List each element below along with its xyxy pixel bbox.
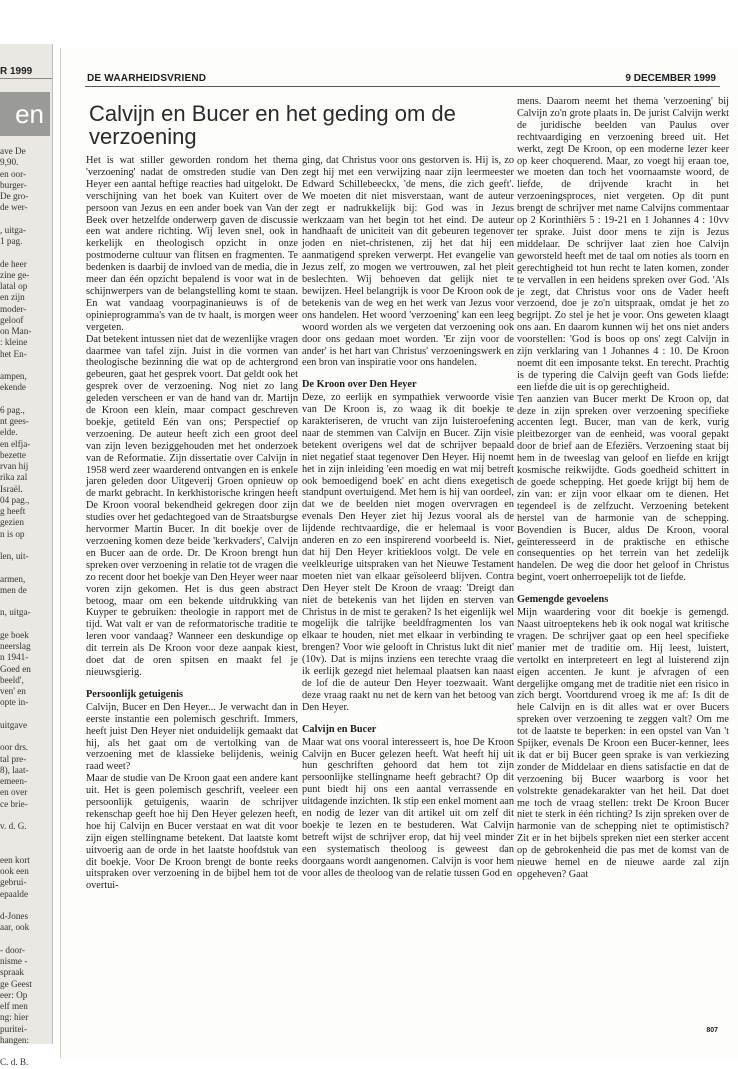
article-column-1 bbox=[86, 155, 298, 892]
paragraph: ging, dat Christus voor ons gestorven is. Hij is, zo zegt hij met een verwijzing naar zijn leermeester Edward Schillebeeckx, 'de mens, die zich geeft'. We moeten dit niet misverstaan, want de auteur zegt er nadrukkelijk bij: God was in Jezus werkzaam van het begin tot het eind. De auteur handhaaft de uniciteit van dit gebeuren tegenover joden en niet-christenen, zij het dat hij een aanmatigend spreken verwerpt. Het evangelie van Jezus zelf, zo mogen we vertrouwen, zal het pleit beslechten. Wij behoeven dat gelijk niet te bewijzen. Heel belangrijk is voor De Kroon ook de betekenis van de weg en het werk van Jezus voor ons handelen. Het woord 'verzoening' kan een leeg woord worden als we vergeten dat verzoening ook door ons gedaan moet worden. 'Er zijn voor de ander' is het hart van Christus' verzoeningswerk en een bron van inspiratie voor ons handelen. bbox=[302, 155, 514, 369]
paragraph: Ten aanzien van Bucer merkt De Kroon op, dat deze in zijn spreken over verzoening specifieke accenten legt. Bucer, man van de kerk, vurig pleitbezorger van de eenheid, was vooral gepakt door de brief aan de Efeziërs. Verzoening staat bij hem in de tweeslag van geloof en liefde en krijgt kosmische reikwijdte. Gods goedheid schittert in de goede schepping. Het goede krijgt bij hem de zin van: er zijn voor elkaar om te dienen. Het tegendeel is de zelfzucht. Verzoening betekent herstel van de harmonie van de schepping. Bovendien is Bucer, aldus De Kroon, vooral geïnteresseerd in de praktische en ethische consequenties op het terrein van het zedelijk handelen. De weg die door het geloof in Christus begint, voert onherroepelijk tot de liefde. bbox=[517, 393, 729, 584]
paragraph: mens. Daarom neemt het thema 'verzoening' bij Calvijn zo'n grote plaats in. De jurist Calvijn werkt de juridische beelden van Paulus over rechtvaardiging en verzoening breed uit. Het werkt, zegt De Kroon, op een moderne lezer keer op keer choquerend. Maar, zo voegt hij eraan toe, we moeten dan toch het voornaamste woord, de liefde, de drijvende kracht in het verzoeningsproces, niet vergeten. Op dit punt brengt de schrijver met name Calvijns commentaar op 2 Korinthiërs 5 : 19-21 en 1 Johannes 4 : 10vv ter sprake. Juist door mens te zijn is Jezus middelaar. De schrijver laat zien hoe Calvijn geworsteld heeft met de taal om noties als toorn en gerechtigheid tot hun recht te laten komen, zonder te vervallen in een heidens spreken over God. 'Als je zegt, dat Christus voor ons de Vader heeft verzoend, doe je zo'n uitspraak, omdat je het zo begrijpt. Zo stel je het je voor. Ons geweten klaagt ons aan. En daarom kunnen wij het ons niet anders voorstellen: 'God is boos op ons' zegt Calvijn in zijn verklaring van 1 Johannes 4 : 10. De Kroon noemt dit een imposante tekst. En terecht. Prachtig is de typering die Calvijn geeft van Gods liefde: een liefde die uit is op gerechtigheid. bbox=[517, 96, 729, 393]
subheading-gemengde-gevoelens: Gemengde gevoelens bbox=[517, 594, 609, 606]
issue-date: 9 DECEMBER 1999 bbox=[625, 73, 716, 84]
paragraph: Deze, zo eerlijk en sympathiek verwoorde visie van De Kroon is, zo waag ik dit boekje te karakteriseren, de vrucht van zijn luisteroefening naar de stemmen van Calvijn en Bucer. Zijn visie betekent overigens wel dat de schrijver bepaald niet negatief staat tegenover Den Heyer. Hij noemt het in zijn inleiding 'een moedig en wat mij betreft ook bemoedigend boek' en acht diens exegetisch standpunt overtuigend. Met hem is hij van oordeel, dat we de beelden niet mogen overvragen en evenals Den Heyer ziet hij Jezus vooral als de lijdende rechtvaardige, die er helemaal is voor anderen en zo een inspirerend voorbeeld is. Niet, dat hij Den Heyer kritiekloos volgt. De vele en veelkleurige uitspraken van het Nieuwe Testament moeten niet van elkaar geïsoleerd blijven. Contra Den Heyer stelt De Kroon de vraag: 'Dreigt dan niet de betekenis van het lijden en sterven van Christus in de mist te geraken? Is het eigenlijk wel mogelijk die talrijke beeldfragmenten los van elkaar te houden, niet met elkaar in verbinding te brengen? Voor wie gelooft in Christus lukt dit niet' (10v). Dat is mijns inziens een terechte vraag die ik eerlijk gezegd niet helemaal plaatsen kan naast de lof die de auteur Den Heyer toezwaait. Want deze vraag raakt nu net de kern van het betoog van Den Heyer. bbox=[302, 392, 514, 713]
paragraph: Het is wat stiller geworden rondom het thema 'verzoening' nadat de omstreden studie van Den Heyer een aantal heftige reacties had uitgelokt. De verschijning van het boek van Kuitert over de persoon van Jezus en een ander boek van Van der Beek over hetzelfde onderwerp gaven de discussie een wat andere richting. Wij leven snel, ook in kerkelijk en theologisch opzicht in onze postmoderne cultuur van flitsen en fragmenten. Te bedenken is daarbij de invloed van de media, die in meer dan één opzicht bepalend is voor wat in de schijnwerpers van de belangstelling komt te staan. En wat vandaag voorpaginanieuws is of de opinieprogramma's van de tv haalt, is morgen weer vergeten. bbox=[86, 155, 298, 333]
paragraph: Maar de studie van De Kroon gaat een andere kant uit. Het is geen polemisch geschrift, veeleer een persoonlijk getuigenis, waarin de schrijver rekenschap geeft hoe hij Den Heyer gelezen heeft, hoe hij Calvijn en Bucer verstaat en wat dit voor zijn eigen stellingname betekent. Dat laatste komt uitvoerig aan de orde in het laatste hoofdstuk van dit boekje. Voor De Kroon brengt de bonte reeks uitspraken over verzoening in de bijbel hem tot de overtui- bbox=[86, 773, 298, 892]
article-title: Calvijn en Bucer en het geding om de verzoening bbox=[89, 101, 456, 149]
previous-page-title-box: en bbox=[0, 92, 50, 136]
previous-page-strip bbox=[0, 44, 53, 1068]
subheading-de-kroon-over-den-heyer: De Kroon over Den Heyer bbox=[302, 379, 417, 391]
paragraph: Maar wat ons vooral interesseert is, hoe De Kroon Calvijn en Bucer gelezen heeft. Wat heeft hij uit hun geschriften gehoord dat hem tot zijn persoonlijke stellingname heeft gebracht? Op dit punt biedt hij ons een aantal verrassende en uitdagende inzichten. Ik stip een enkel moment aan en nodig de lezer van dit artikel uit om zelf dit boekje te lezen en te bestuderen. Wat Calvijn betreft wijst de schrijver erop, dat hij veel minder een systematisch theoloog is geweest dan doorgaans wordt aangenomen. Calvijn is voor hem voor alles de theoloog van de relatie tussen God en bbox=[302, 736, 514, 879]
publication-name: DE WAARHEIDSVRIEND bbox=[87, 73, 207, 84]
paragraph: Dat betekent intussen niet dat de wezenlijke vragen daarmee van tafel zijn. Juist in die vormen van theologische bezinning die wat op de achtergrond gebeuren, gaat het gesprek voort. Dat geldt ook het gesprek over de verzoening. Nog niet zo lang geleden verscheen er van de hand van dr. Martijn de Kroon een klein, maar compact geschreven boekje, getiteld Eén van ons; Perspectief op verzoening. De auteur heeft zich een groot deel van zijn leven beziggehouden met het onderzoek van de Reformatie. Zijn dissertatie over Calvijn in 1958 werd zeer waarderend ontvangen en is enkele jaren geleden door Uitgeverij Groen opnieuw op de markt gebracht. In kerkhistorische kringen heeft De Kroon vooral bekendheid gekregen door zijn studies over het gedachtegoed van de Straatsburgse hervormer Martin Bucer. In dit boekje over de verzoening komen deze beide 'kerkvaders', Calvijn en Bucer aan de orde. Dr. De Kroon brengt hun spreken over verzoening in relatie tot de vragen die zo recent door het boekje van Den Heyer weer naar voren zijn gekomen. Het is dus geen abstract betoog, maar om een bekende uitdrukking van Kuyper te gebruiken: theologie in rapport met de tijd. Wat valt er van de reformatorische traditie te leren voor vandaag? Wanneer een deskundige op dit terrein als De Kroon voor deze aanpak kiest, doet dat de oren spitsen en maakt fel je nieuwsgierig. bbox=[86, 333, 298, 678]
previous-page-rule bbox=[0, 78, 52, 79]
subheading-calvijn-en-bucer: Calvijn en Bucer bbox=[302, 723, 377, 735]
subheading-persoonlijk-getuigenis: Persoonlijk getuigenis bbox=[86, 688, 183, 700]
article-column-2 bbox=[302, 155, 514, 879]
article-column-3 bbox=[517, 96, 729, 881]
previous-page-text: ave De 9,90. en oor- burger- De gro- de wer- , uitga- 1 pag. de heer zine ge- latal op en zijn moder- geloof on Man- : kleine het En- ampen, ekende 6 pag., nt gees- elde. en elfja- bezette rvan hij rika zal Israël. 04 pag., g heeft gezien n is op len, uit- armen, men de n, uitga- ge boek neerslag n 1941- Goed en beeld', ven' en opte in- uitgave oor drs. tal pre- 8), laat- emeen- en over ce brie- v. d. G. een kort ook een gebrui- epaalde d-Jones aar, ook - door- nisme - spraak ge Geest eer: Op elf men ng: hier puritei- hangen: C. d. B. bbox=[0, 146, 32, 1068]
header-rule bbox=[85, 86, 720, 87]
paragraph: Mijn waardering voor dit boekje is gemengd. Naast uitroeptekens heb ik ook nogal wat kritische vragen. De schrijver gaat op een heel specifieke manier met de traditie om. Hij leest, luistert, vertolkt en interpreteert en legt al luisterend zijn eigen accenten. Je kunt je afvragen of een dergelijke omgang met de traditie niet een risico in zich bergt. Voortdurend vroeg ik me af: Is dit de hele Calvijn en is dit alles wat er over Bucers spreken over verzoening te zeggen valt? Om me tot de laatste te beperken: in een opstel van Van 't Spijker, evenals De Kroon een Bucer-kenner, lees ik dat er bij Bucer geen sprake is van verkiezing zonder de Middelaar en diens satisfactie en dat de verzoening bij Bucer waarborg is voor het volstrekte genadekarakter van het heil. Dat doet me toch de vraag stellen: trekt De Kroon Bucer niet te sterk in één richting? Is zijn spreken over de harmonie van de schepping niet te optimistisch? Zit er in het bijbels spreken niet een sterker accent op de gebrokenheid die pas met de komst van de nieuwe hemel en de nieuwe aarde zal zijn opgeheven? Gaat bbox=[517, 607, 729, 880]
page-number: 807 bbox=[706, 1027, 718, 1034]
paragraph: Calvijn, Bucer en Den Heyer... Je verwacht dan in eerste instantie een polemisch geschrift. Immers, heeft juist Den Heyer niet onduidelijk gemaakt dat hij, als het gaat om de vertolking van de verzoening met de klassieke belijdenis, weinig raad weet? bbox=[86, 701, 298, 773]
newspaper-page bbox=[60, 48, 738, 1058]
previous-page-header: R 1999 bbox=[0, 66, 33, 77]
